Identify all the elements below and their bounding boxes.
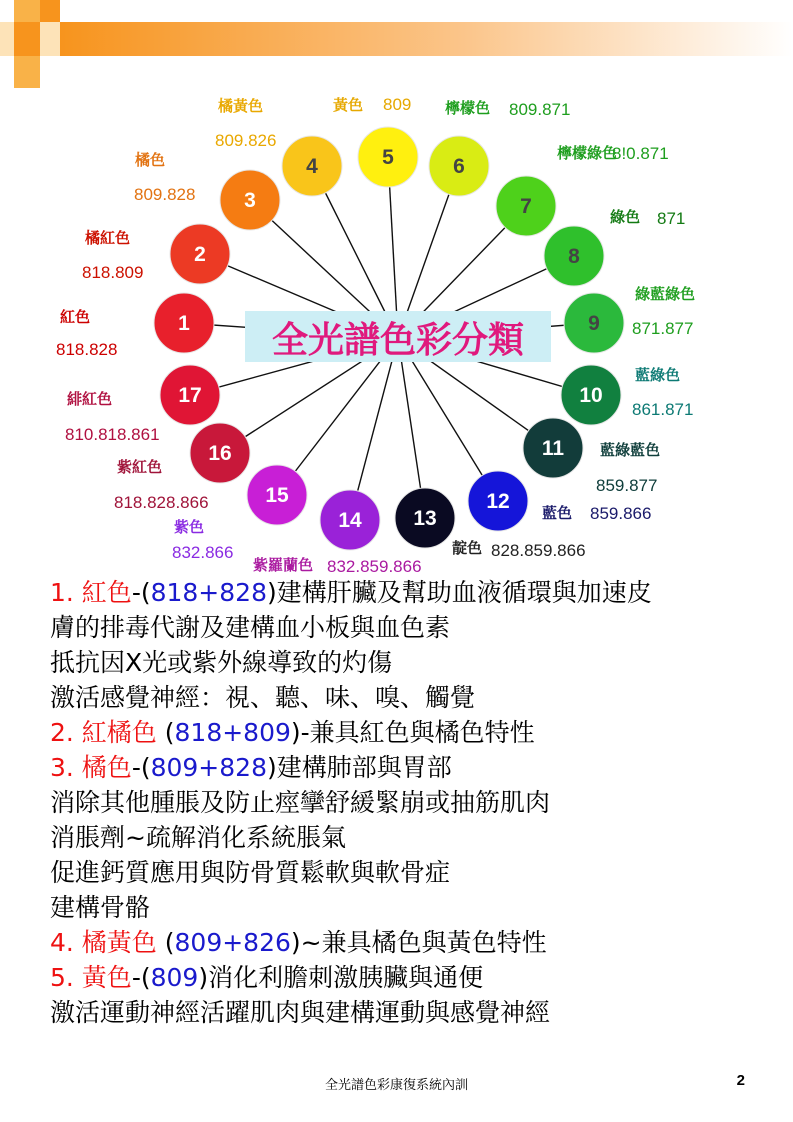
color-code-label: 818.828.866 [114,493,209,512]
color-name-label: 紫羅蘭色 [253,556,314,574]
paren: -( [131,963,151,992]
color-name-label: 靛色 [452,539,483,557]
text-line-4: 激活感覺神經：視、聽、味、嗅、觸覺 [50,683,476,712]
footer-text: 全光譜色彩康復系統內訓 [324,1078,468,1093]
color-name-label: 紫色 [174,518,205,536]
item-heading: 4. 橘黃色 [50,928,157,957]
text-line-2: 膚的排毒代謝及建構血小板與血色素 [50,613,451,642]
item-heading: 5. 黃色 [50,963,132,992]
footer [0,1072,793,1096]
item-desc: )~兼具橘色與黃色特性 [290,928,547,957]
item-code: 809+826 [174,928,291,957]
text-line-3: 抵抗因X光或紫外線導致的灼傷 [50,648,393,677]
color-node-number: 7 [520,195,532,218]
color-node-number: 14 [338,509,362,532]
text-line-9: 促進鈣質應用與防骨質鬆軟與軟骨症 [50,858,451,887]
color-name-label: 黃色 [333,96,364,114]
color-code-label: 871.877 [632,319,694,338]
color-name-label: 紫紅色 [117,458,163,476]
item-code: 809 [150,963,199,992]
text-line-10: 建構骨骼 [50,893,151,922]
color-node-number: 2 [194,243,206,266]
color-name-label: 藍綠藍色 [600,441,661,459]
body-text [50,575,770,1030]
color-code-label: 810.818.861 [65,425,160,444]
paren: ( [156,718,175,747]
text-line-12 [50,960,770,995]
color-name-label: 檸檬綠色 [557,144,618,162]
color-name-label: 橘黃色 [218,97,264,115]
item-code: 818+809 [174,718,291,747]
paren: -( [131,753,151,782]
text-line-11 [50,925,770,960]
color-code-label: 818.809 [82,263,144,282]
page-number: 2 [736,1072,745,1089]
color-code-label: 818.828 [56,340,118,359]
paren: ( [156,928,175,957]
color-code-label: 859.866 [590,504,652,523]
color-name-label: 藍色 [542,504,573,522]
text-line-5 [50,715,770,750]
color-name-label: 紅色 [60,308,91,326]
color-code-label: 861.871 [632,400,694,419]
color-code-label: 828.859.866 [491,541,586,560]
item-code: 818+828 [150,578,267,607]
color-node-number: 11 [541,437,565,460]
color-name-label: 藍綠色 [635,366,681,384]
item-code: 809+828 [150,753,267,782]
color-node-number: 10 [579,384,603,407]
color-code-label: 809.828 [134,185,196,204]
wheel-title: 全光譜色彩分類 [271,319,525,361]
item-heading: 2. 紅橘色 [50,718,157,747]
color-name-label: 緋紅色 [67,390,113,408]
text-line-7: 消除其他腫脹及防止痙攣舒緩緊崩或抽筋肌肉 [50,788,551,817]
color-node-number: 9 [588,312,600,335]
text-line-13: 激活運動神經活躍肌肉與建構運動與感覺神經 [50,998,551,1027]
item-desc: )-兼具紅色與橘色特性 [290,718,535,747]
color-name-label: 綠色 [610,208,641,226]
color-code-label: 809.871 [509,100,571,119]
text-line-1 [50,575,770,610]
color-node-number: 1 [178,312,190,335]
item-desc: )建構肺部與胃部 [266,753,452,782]
color-node-number: 17 [178,384,202,407]
color-node-number: 12 [486,490,510,513]
color-node-number: 6 [453,155,465,178]
item-desc: )建構肝臟及幫助血液循環與加速皮 [266,578,652,607]
text-line-8: 消脹劑~疏解消化系統脹氣 [50,823,346,852]
color-node-number: 16 [208,442,232,465]
color-code-label: 871 [657,209,686,228]
item-desc: )消化利膽刺激胰臟與通便 [198,963,484,992]
color-code-label: 832.859.866 [327,557,422,576]
color-name-label: 橘色 [135,151,166,169]
color-node-number: 15 [265,484,289,507]
color-node-number: 3 [244,189,256,212]
color-node-number: 4 [306,155,318,178]
text-line-6 [50,750,770,785]
color-code-label: 8!0.871 [612,144,669,163]
color-code-label: 809 [383,95,412,114]
color-code-label: 832.866 [172,543,234,562]
color-name-label: 綠藍綠色 [635,285,696,303]
color-name-label: 橘紅色 [85,229,131,247]
item-heading: 1. 紅色 [50,578,132,607]
color-node-number: 8 [568,245,580,268]
color-code-label: 809.826 [215,131,277,150]
item-heading: 3. 橘色 [50,753,132,782]
paren: -( [131,578,151,607]
color-node-number: 5 [382,146,394,169]
color-name-label: 檸檬色 [445,99,491,117]
color-node-number: 13 [413,507,437,530]
color-code-label: 859.877 [596,476,658,495]
